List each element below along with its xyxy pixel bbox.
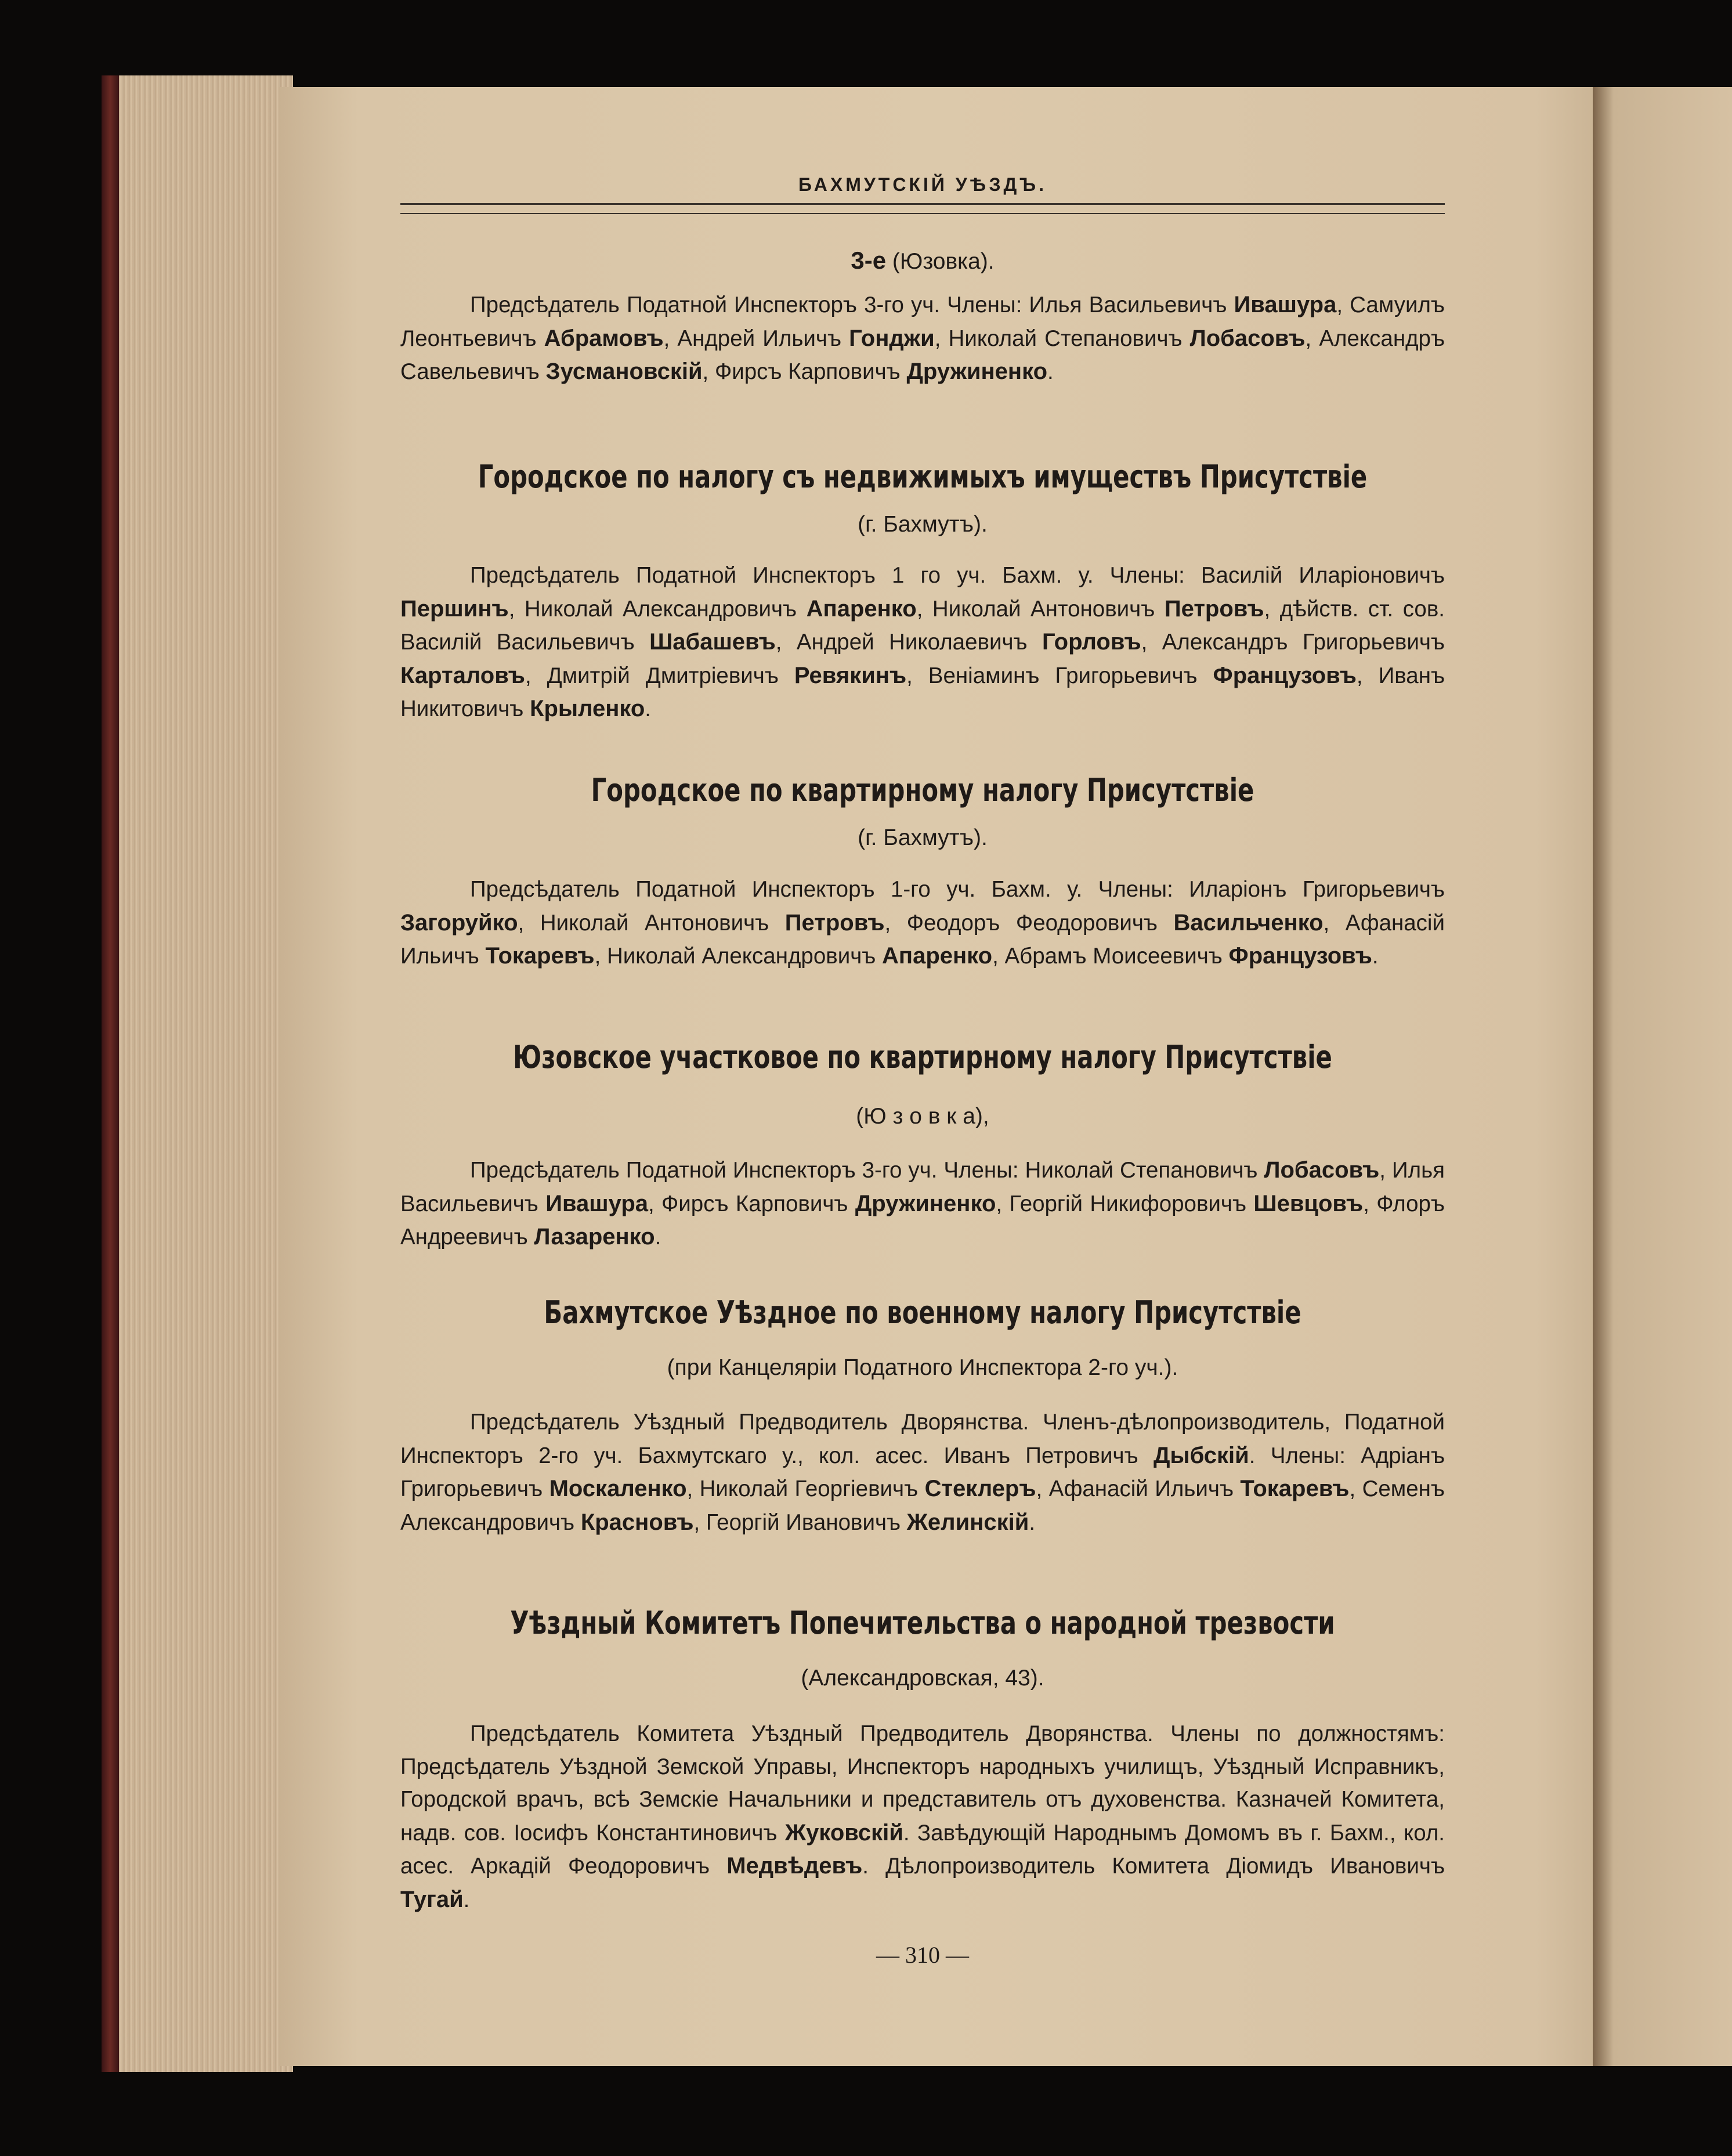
section-4-title-wrap: [400, 1039, 1445, 1075]
section-5-text: Предсѣдатель Уѣздный Предводитель Дворянства. Членъ-дѣлопроизводитель, Податной Инспекторъ 2-го уч. Бахмутскаго у., кол. асес. Иванъ Петровичъ Дыбскій. Члены: Адріанъ Григорьевичъ Москаленко, Николай Георгіевичъ Стеклеръ, Афанасій Ильичъ Токаревъ, Семенъ Александровичъ Красновъ, Георгій Ивановичъ Желинскій.: [400, 1410, 1445, 1535]
header-rule: [400, 203, 1445, 214]
section-4-title: Юзовское участковое по квартирному налогу Присутствіе: [513, 1039, 1332, 1075]
section-3-text: Предсѣдатель Податной Инспекторъ 1-го уч. Бахм. у. Члены: Иларіонъ Григорьевичъ Загоруйко, Николай Антоновичъ Петровъ, Феодоръ Феодоровичъ Васильченко, Афанасій Ильичъ Токаревъ, Николай Александровичъ Апаренко, Абрамъ Моисеевичъ Французовъ.: [400, 877, 1445, 969]
section-1-heading: [400, 247, 1445, 275]
section-2-title: Городское по налогу съ недвижимыхъ имуществъ Присутствіе: [478, 458, 1368, 495]
section-2-location: (г. Бахмутъ).: [858, 512, 988, 537]
section-3-title-wrap: [400, 772, 1445, 808]
section-1-text: Предсѣдатель Податной Инспекторъ 3-го уч. Члены: Илья Васильевичъ Ивашура, Самуилъ Леонтьевичъ Абрамовъ, Андрей Ильичъ Гонджи, Николай Степановичъ Лобасовъ, Александръ Савельевичъ Зусмановскій, Фирсъ Карповичъ Дружиненко.: [400, 292, 1445, 384]
section-5-title-wrap: [400, 1294, 1445, 1331]
book-spine: [102, 75, 119, 2072]
section-6-title-wrap: [400, 1605, 1445, 1641]
section-2-title-wrap: [400, 458, 1445, 495]
section-1-heading-plain: (Юзовка).: [886, 249, 995, 274]
section-2-text: Предсѣдатель Податной Инспекторъ 1 го уч. Бахм. у. Члены: Василій Иларіоновичъ Першинъ, Николай Александровичъ Апаренко, Николай Антоновичъ Петровъ, дѣйств. ст. сов. Василій Васильевичъ Шабашевъ, Андрей Николаевичъ Горловъ, Александръ Григорьевичъ Карталовъ, Дмитрій Дмитріевичъ Ревякинъ, Веніаминъ Григорьевичъ Французовъ, Иванъ Никитовичъ Крыленко.: [400, 563, 1445, 721]
section-1-heading-bold: 3-е: [851, 247, 887, 274]
page-number: — 310 —: [876, 1942, 969, 1968]
section-4-location: (Ю з о в к а),: [856, 1104, 989, 1129]
section-6-title: Уѣздный Комитетъ Попечительства о народной трезвости: [510, 1605, 1335, 1641]
section-5-location: (при Канцеляріи Податного Инспектора 2-го уч.).: [667, 1355, 1178, 1380]
book-page-edges: [102, 75, 293, 2072]
section-5-title: Бахмутское Уѣздное по военному налогу Присутствіе: [544, 1294, 1301, 1331]
running-head: БАХМУТСКІЙ УѢЗДЪ.: [798, 174, 1047, 195]
section-3-location: (г. Бахмутъ).: [858, 825, 988, 850]
section-3-title: Городское по квартирному налогу Присутствіе: [591, 772, 1254, 808]
section-6-text: Предсѣдатель Комитета Уѣздный Предводитель Дворянства. Члены по должностямъ: Предсѣдатель Уѣздной Земской Управы, Инспекторъ народныхъ училищъ, Уѣздный Исправникъ, Городской врачъ, всѣ Земскіе Начальники и представитель отъ духовенства. Казначей Комитета, надв. сов. Іосифъ Константиновичъ Жуковскій. Завѣдующій Народнымъ Домомъ въ г. Бахм., кол. асес. Аркадій Феодоровичъ Медвѣдевъ. Дѣлопроизводитель Комитета Діомидъ Ивановичъ Тугай.: [400, 1721, 1445, 1912]
section-6-location: (Александровская, 43).: [801, 1666, 1044, 1691]
facing-page-edge: [1593, 87, 1732, 2066]
section-4-text: Предсѣдатель Податной Инспекторъ 3-го уч. Члены: Николай Степановичъ Лобасовъ, Илья Васильевичъ Ивашура, Фирсъ Карповичъ Дружиненко, Георгій Никифоровичъ Шевцовъ, Флоръ Андреевичъ Лазаренко.: [400, 1157, 1445, 1249]
